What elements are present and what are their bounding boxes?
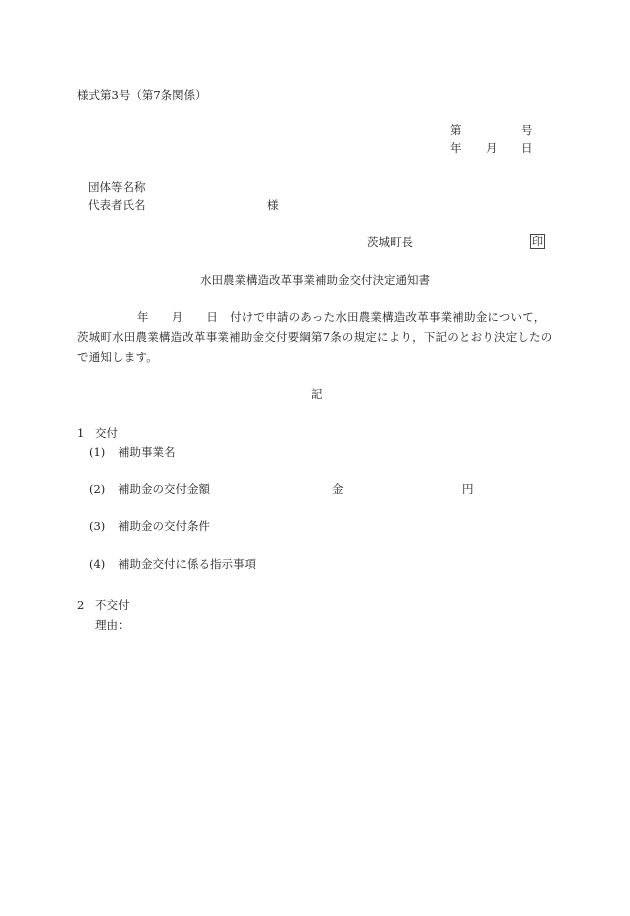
- seal-stamp: [530, 234, 545, 249]
- item-3-number: (3): [89, 519, 106, 533]
- body-paragraph: [77, 307, 562, 367]
- item-3-label: 補助金の交付条件: [118, 519, 210, 533]
- body-line-1-text: 付けで申請のあった水田農業構造改革事業補助金について，: [230, 310, 546, 324]
- honorific-sama: 様: [267, 198, 279, 212]
- item-1-number: (1): [89, 445, 106, 459]
- org-name-label: 団体等名称: [88, 180, 146, 194]
- date-year: 年: [450, 141, 462, 155]
- body-line-1: [77, 307, 562, 327]
- body-month: 月: [171, 310, 184, 324]
- amount-kin: 金: [332, 482, 344, 496]
- item-1-label: 補助事業名: [118, 445, 176, 459]
- date-day: 日: [521, 141, 533, 155]
- doc-number-dai: 第: [450, 123, 462, 137]
- item-4-number: (4): [89, 557, 106, 571]
- reason-label: 理由：: [95, 618, 130, 632]
- section-1-number: 1: [77, 426, 85, 440]
- date-month: 月: [486, 141, 498, 155]
- item-2-number: (2): [89, 482, 106, 496]
- body-day: 日: [206, 310, 219, 324]
- body-year: 年: [137, 310, 149, 324]
- issuer-title: 茨城町長: [367, 235, 413, 249]
- body-line-3: で通知します。: [77, 350, 158, 364]
- section-1-title: 交付: [95, 426, 118, 440]
- document-title: 水田農業構造改革事業補助金交付決定通知書: [200, 273, 430, 287]
- representative-label: 代表者氏名: [88, 198, 146, 212]
- section-2-number: 2: [77, 598, 85, 612]
- ki-heading: 記: [311, 387, 323, 401]
- amount-yen: 円: [462, 482, 474, 496]
- item-4-label: 補助金交付に係る指示事項: [118, 557, 256, 571]
- doc-number-go: 号: [521, 123, 533, 137]
- seal-icon: 印: [532, 235, 543, 248]
- item-2-label: 補助金の交付金額: [118, 482, 210, 496]
- form-number: 様式第3号（第7条関係）: [77, 88, 207, 102]
- body-line-2: 茨城町水田農業構造改革事業補助金交付要綱第7条の規定により，下記のとおり決定したの: [77, 330, 553, 344]
- section-2-title: 不交付: [95, 598, 130, 612]
